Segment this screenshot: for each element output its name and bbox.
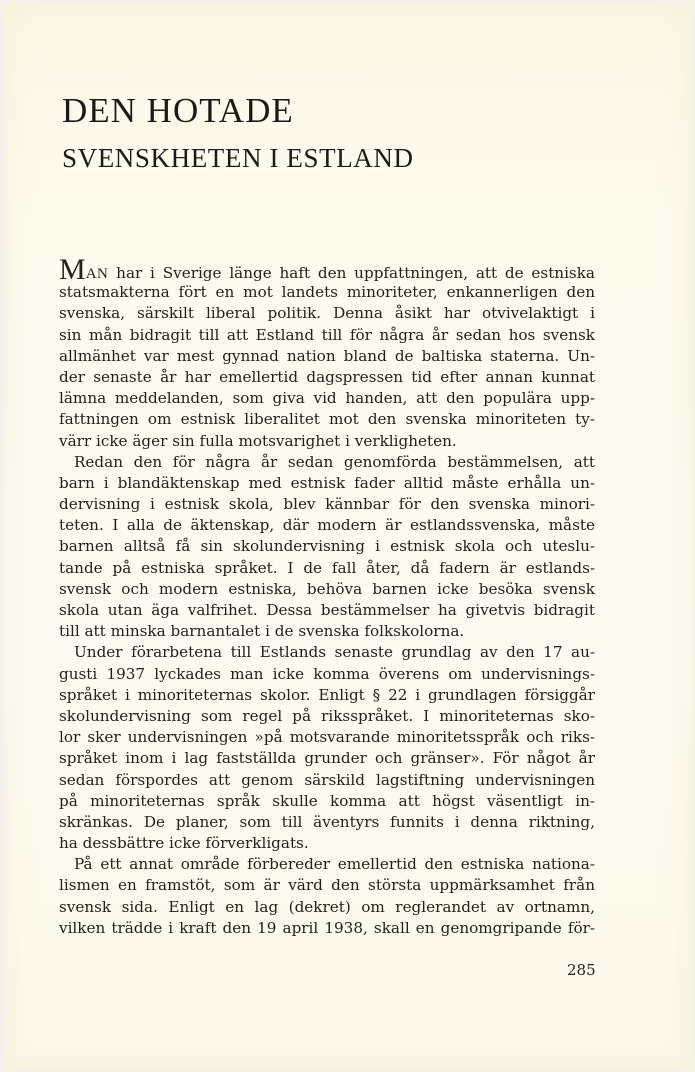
text-line (59, 253, 595, 286)
text-line: svenska, särskilt liberal politik. Denna åsikt har otvivelaktigt i (59, 304, 595, 323)
text-line: vilken trädde i kraft den 19 april 1938, skall en genomgripande för- (59, 918, 595, 937)
paragraph (59, 452, 595, 643)
paragraph (59, 642, 595, 854)
text-line: barn i blandäktenskap med estnisk fader alltid måste erhålla un- (59, 473, 595, 492)
paragraph (59, 854, 595, 939)
text-line: skola utan äga valfrihet. Dessa bestämmelser ha givetvis bidragit (59, 601, 595, 619)
text-line: lämna meddelanden, som giva vid handen, att den populära upp- (59, 389, 595, 408)
line-text: har i Sverige länge haft den uppfattningen, att de estniska (108, 264, 595, 282)
text-line: lismen en framstöt, som är värd den största uppmärksamhet från (59, 876, 595, 895)
text-line: teten. I alla de äktenskap, där modern är estlandssvenska, måste (59, 516, 595, 535)
text-line: fattningen om estnisk liberalitet mot den svenska minoriteten ty- (59, 410, 595, 429)
text-line: på minoriteternas språk skulle komma att högst väsentligt in- (59, 791, 595, 810)
text-line: skränkas. De planer, som till äventyrs funnits i denna riktning, (59, 812, 595, 831)
text-line: statsmakterna fört en mot landets minoriteter, enkannerligen den (59, 283, 595, 302)
text-line: skolundervisning som regel på riksspråket. I minoriteternas sko- (59, 706, 595, 725)
text-line: På ett annat område förbereder emellertid den estniska nationa- (74, 855, 595, 874)
text-line: till att minska barnantalet i de svenska folkskolorna. (59, 622, 465, 641)
article-subtitle: SVENSKHETEN I ESTLAND (62, 143, 414, 173)
text-line: gusti 1937 lyckades man icke komma överens om undervisnings- (59, 664, 595, 683)
document-page (4, 3, 692, 1069)
text-line: svensk sida. Enligt en lag (dekret) om reglerandet av ortnamn, (59, 897, 595, 916)
article-body (59, 253, 595, 939)
text-line: sedan förspordes att genom särskild lagstiftning undervisningen (59, 770, 595, 789)
text-line: barnen alltså få sin skolundervisning i estnisk skola och uteslu- (59, 537, 595, 556)
drop-cap: M (59, 253, 86, 286)
text-line: allmänhet var mest gynnad nation bland de baltiska staterna. Un- (59, 346, 595, 365)
page-number: 285 (567, 961, 596, 979)
text-line: språket inom i lag fastställda grunder och gränser». För något år (59, 749, 595, 768)
text-line: värr icke äger sin fulla motsvarighet i verkligheten. (59, 431, 457, 450)
text-line: svensk och modern estniska, behöva barnen icke besöka svensk (59, 579, 595, 598)
text-line: Under förarbetena till Estlands senaste grundlag av den 17 au- (74, 643, 595, 662)
text-line: språket i minoriteternas skolor. Enligt § 22 i grundlagen försiggår (59, 685, 595, 704)
text-line: lor sker undervisningen »på motsvarande minoritetsspråk och riks- (59, 728, 595, 747)
text-line: der senaste år har emellertid dagspressen tid efter annan kunnat (59, 367, 595, 386)
text-line: dervisning i estnisk skola, blev kännbar för den svenska minori- (59, 495, 595, 514)
small-caps-lead: AN (85, 266, 109, 282)
text-line: tande på estniska språket. I de fall åter, då fadern är estlands- (59, 558, 595, 577)
text-line: sin mån bidragit till att Estland till för några år sedan hos svensk (59, 325, 595, 344)
text-line: Redan den för några år sedan genomförda bestämmelsen, att (74, 452, 595, 471)
article-title: DEN HOTADE (62, 91, 294, 130)
text-line: ha dessbättre icke förverkligats. (59, 834, 309, 853)
paragraph (59, 253, 595, 452)
